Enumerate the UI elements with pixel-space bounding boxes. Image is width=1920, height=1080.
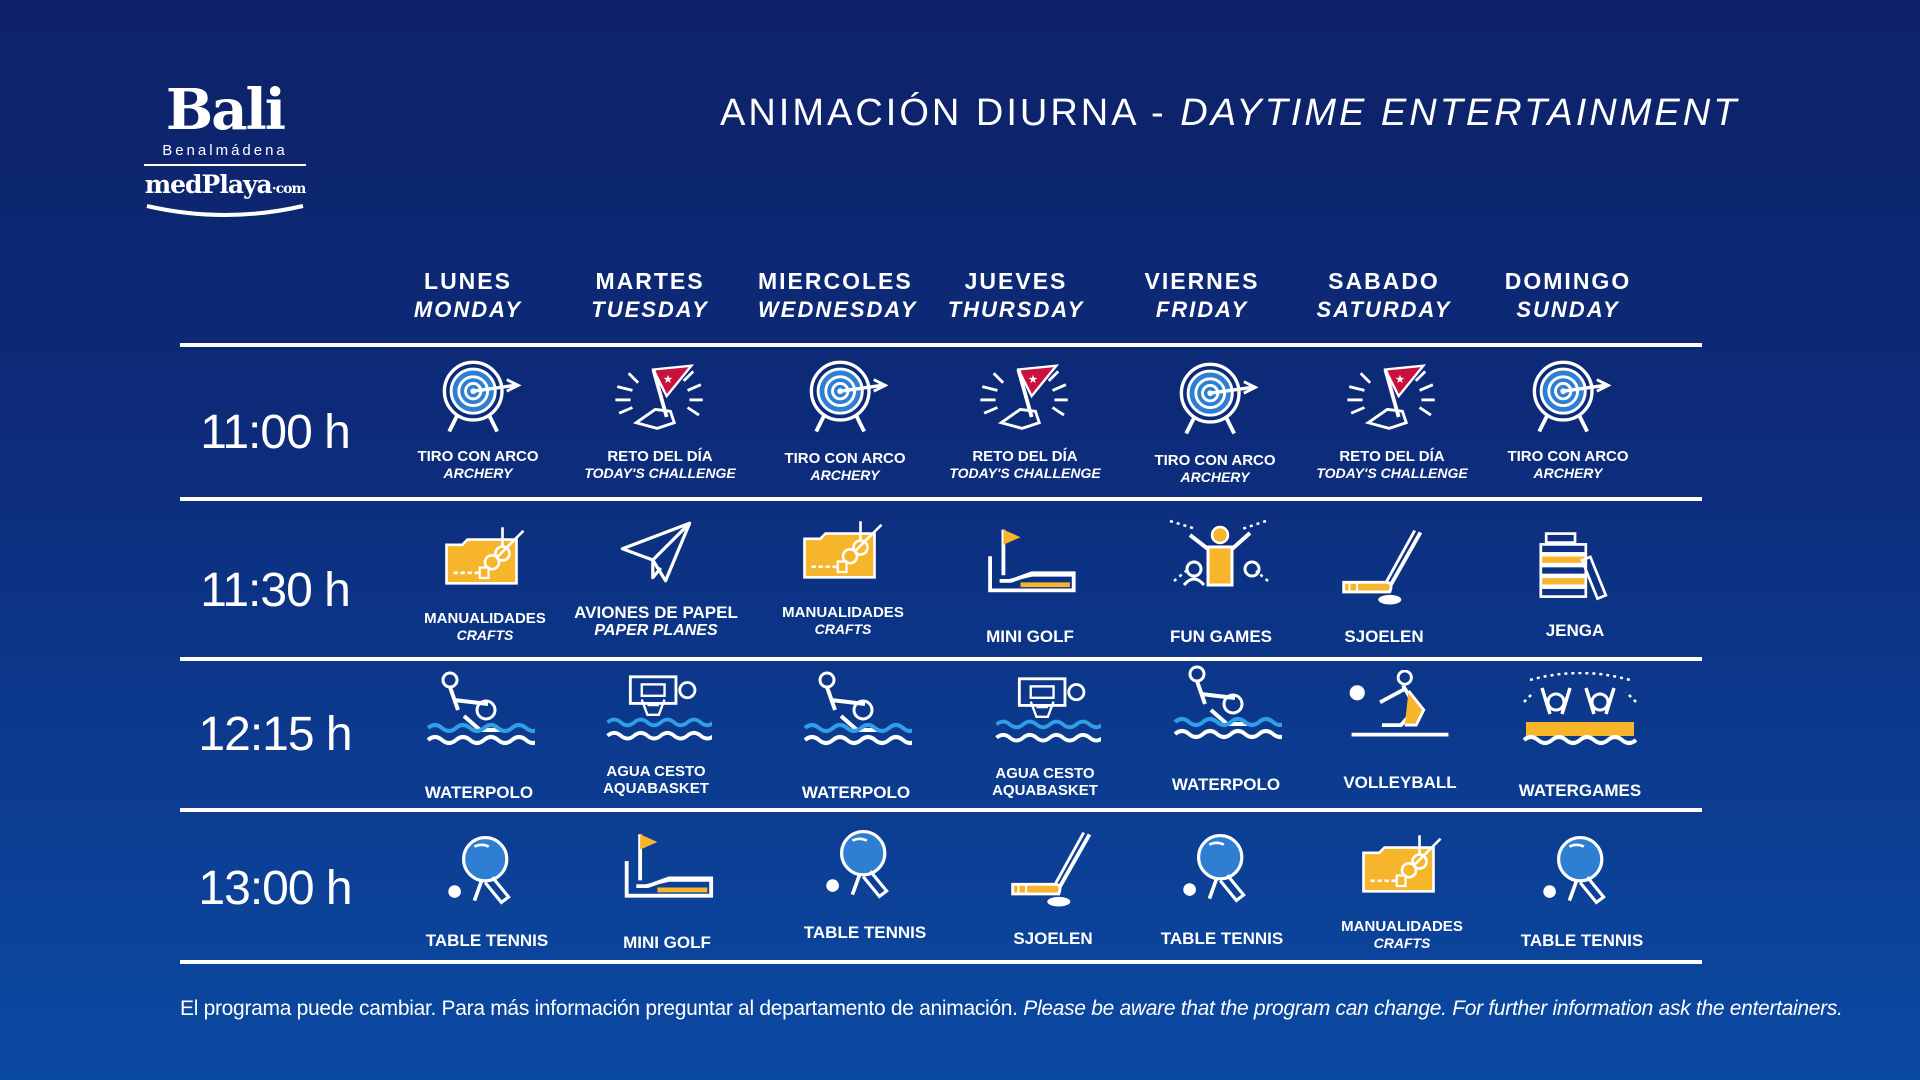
activity-name-es: SJOELEN [1013, 929, 1093, 948]
activity-cell [1132, 828, 1312, 947]
activity-cell [1485, 526, 1665, 639]
activity-name-es: TIRO CON ARCO [1154, 452, 1276, 469]
archery-target-icon [1520, 356, 1616, 434]
activity-name-en: ARCHERY [1533, 465, 1603, 481]
day-name-en: FRIDAY [1155, 297, 1249, 322]
activity-name-en: CRAFTS [1373, 935, 1431, 951]
activity-name-es: TIRO CON ARCO [784, 450, 906, 467]
day-name-es: LUNES [424, 268, 512, 294]
hockey-stick-icon [1005, 826, 1101, 912]
logo-swoosh-icon [145, 204, 305, 218]
activity-name-es: RETO DEL DÍA [1339, 448, 1445, 465]
footer-disclaimer [180, 997, 1843, 1021]
jenga-blocks-icon [1530, 526, 1620, 606]
activity-name-en: AQUABASKET [603, 780, 709, 797]
logo-bali: Bali [165, 77, 285, 143]
activity-name-es: MANUALIDADES [424, 610, 546, 627]
logo-brand-name: medPlaya [144, 170, 272, 199]
day-name-en: WEDNESDAY [758, 297, 918, 322]
row-divider [180, 497, 1702, 501]
activity-cell [389, 670, 569, 801]
activity-cell [963, 826, 1143, 947]
row-divider [180, 657, 1702, 661]
activity-name-es: WATERPOLO [801, 783, 911, 802]
title-es: ANIMACIÓN DIURNA - [720, 92, 1167, 134]
activity-name-es: VOLLEYBALL [1343, 773, 1457, 792]
table-tennis-icon [442, 830, 532, 910]
activity-cell [1478, 356, 1658, 481]
activity-cell [940, 522, 1120, 645]
table-tennis-icon [1177, 828, 1267, 908]
activity-cell [1492, 830, 1672, 949]
time-slot-label: 13:00 h [198, 862, 352, 915]
hockey-stick-icon [1336, 524, 1432, 610]
activity-name-es: RETO DEL DÍA [972, 448, 1078, 465]
table-tennis-icon [820, 824, 910, 904]
activity-cell [570, 360, 750, 481]
activity-cell [388, 356, 568, 481]
day-header-tuesday [575, 268, 725, 323]
crafts-scissors-icon [440, 522, 530, 592]
aquabasket-icon [600, 673, 712, 749]
waterpolo-icon [800, 670, 912, 750]
archery-target-icon [797, 356, 893, 434]
day-header-sunday [1493, 268, 1643, 323]
activity-name-es: WATERGAMES [1518, 781, 1642, 800]
activity-name-es: JENGA [1545, 621, 1605, 640]
day-name-en: TUESDAY [591, 297, 709, 322]
crafts-scissors-icon [1357, 830, 1447, 900]
mini-golf-icon [982, 522, 1078, 598]
activity-name-es: MANUALIDADES [782, 604, 904, 621]
activity-cell [775, 824, 955, 941]
activity-name-es: TIRO CON ARCO [417, 448, 539, 465]
crafts-scissors-icon [798, 516, 888, 586]
activity-name-en: TODAY'S CHALLENGE [1316, 465, 1468, 481]
day-header-saturday [1309, 268, 1459, 323]
activity-name-en: TODAY'S CHALLENGE [949, 465, 1101, 481]
activity-cell [397, 830, 577, 949]
time-slot-label: 12:15 h [198, 708, 352, 761]
time-slot-label: 11:30 h [200, 564, 350, 617]
row-divider [180, 343, 1702, 347]
activity-name-es: SJOELEN [1344, 627, 1424, 646]
mini-golf-icon [619, 826, 715, 904]
day-name-es: SABADO [1328, 268, 1440, 294]
activity-name-es: WATERPOLO [1171, 775, 1281, 794]
challenge-flag-icon [1337, 360, 1447, 436]
activity-name-es: MANUALIDADES [1341, 918, 1463, 935]
footer-en: Please be aware that the program can change. For further information ask the entertainers. [1023, 997, 1843, 1020]
row-divider [180, 808, 1702, 812]
activity-name-en: AQUABASKET [992, 782, 1098, 799]
logo-divider [144, 164, 306, 166]
activity-name-es: TIRO CON ARCO [1507, 448, 1629, 465]
waterpolo-icon [1170, 664, 1282, 744]
volleyball-icon [1345, 670, 1455, 746]
archery-target-icon [1167, 358, 1263, 436]
activity-cell [1125, 358, 1305, 485]
activity-cell [395, 522, 575, 643]
logo-brand-suffix: ·com [271, 181, 306, 197]
activity-cell [577, 826, 757, 951]
activity-name-es: TABLE TENNIS [425, 931, 549, 950]
activity-cell [753, 516, 933, 637]
row-divider [180, 960, 1702, 964]
activity-name-en: CRAFTS [456, 627, 514, 643]
activity-name-es: FUN GAMES [1170, 627, 1272, 646]
aquabasket-icon [989, 675, 1101, 751]
activity-name-es: AGUA CESTO [995, 765, 1095, 782]
activity-cell [1136, 664, 1316, 793]
table-tennis-icon [1537, 830, 1627, 910]
activity-name-es: TABLE TENNIS [803, 923, 927, 942]
activity-cell [1302, 360, 1482, 481]
activity-name-es: WATERPOLO [424, 783, 534, 802]
activity-name-es: MINI GOLF [986, 627, 1074, 646]
activity-name-en: ARCHERY [443, 465, 513, 481]
archery-target-icon [430, 356, 526, 434]
activity-cell [1131, 514, 1311, 645]
footer-es: El programa puede cambiar. Para más información preguntar al departamento de animación. [180, 997, 1018, 1020]
day-name-es: MIERCOLES [758, 268, 913, 294]
activity-cell [566, 673, 746, 797]
activity-name-es: AVIONES DE PAPEL [574, 603, 738, 622]
activity-name-en: PAPER PLANES [594, 622, 718, 639]
activity-name-en: CRAFTS [814, 621, 872, 637]
logo-subtitle: Benalmádena [162, 142, 288, 159]
title-en: DAYTIME ENTERTAINMENT [1180, 92, 1740, 134]
challenge-flag-icon [605, 360, 715, 436]
challenge-flag-icon [970, 360, 1080, 436]
day-name-en: SUNDAY [1516, 297, 1620, 322]
activity-cell [1294, 524, 1474, 645]
waterpolo-icon [423, 670, 535, 750]
watergames-icon [1515, 672, 1645, 752]
day-name-es: JUEVES [964, 268, 1068, 294]
activity-name-en: ARCHERY [1180, 469, 1250, 485]
day-name-es: MARTES [595, 268, 705, 294]
day-header-monday [393, 268, 543, 323]
day-header-thursday [941, 268, 1091, 323]
activity-name-en: ARCHERY [810, 467, 880, 483]
activity-name-es: RETO DEL DÍA [607, 448, 713, 465]
activity-name-es: TABLE TENNIS [1520, 931, 1644, 950]
activity-cell [955, 675, 1135, 799]
activity-name-en: TODAY'S CHALLENGE [584, 465, 736, 481]
day-name-es: VIERNES [1144, 268, 1260, 294]
activity-cell [1490, 672, 1670, 799]
day-header-friday [1127, 268, 1277, 323]
activity-name-es: TABLE TENNIS [1160, 929, 1284, 948]
fun-games-icon [1166, 514, 1276, 596]
paper-plane-icon [616, 516, 696, 588]
activity-name-es: MINI GOLF [623, 933, 711, 952]
day-name-en: SATURDAY [1316, 297, 1452, 322]
activity-cell [766, 670, 946, 801]
page-title [720, 92, 1740, 135]
activity-name-es: AGUA CESTO [606, 763, 706, 780]
activity-cell [1310, 670, 1490, 791]
activity-cell [935, 360, 1115, 481]
day-header-wednesday [758, 268, 918, 323]
activity-cell [566, 516, 746, 639]
day-name-en: THURSDAY [947, 297, 1085, 322]
day-name-es: DOMINGO [1504, 268, 1632, 294]
logo [140, 77, 310, 218]
time-slot-label: 11:00 h [200, 406, 350, 459]
logo-brand [140, 170, 310, 204]
activity-cell [1312, 830, 1492, 951]
day-name-en: MONDAY [413, 297, 523, 322]
activity-cell [755, 356, 935, 483]
